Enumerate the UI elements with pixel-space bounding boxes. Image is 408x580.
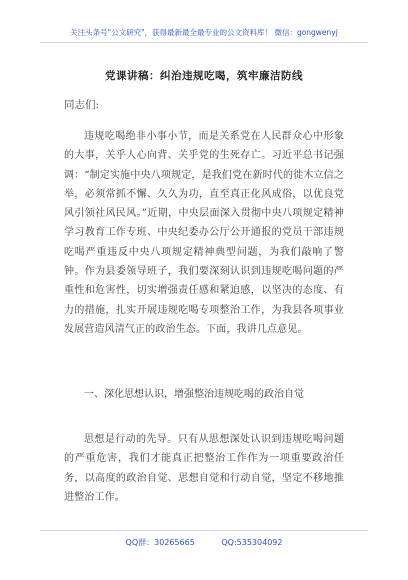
section-heading-1: 一、深化思想认识，增强整治违规吃喝的政治自觉 bbox=[84, 389, 304, 400]
footer-contact bbox=[0, 537, 408, 548]
header-divider bbox=[40, 42, 368, 43]
body-paragraph-2: 思想是行动的先导。只有从思想深处认识到违规吃喝问题的严重危害，我们才能真正把整治工作作为一项重要政治任务，以高度的政治自觉、思想自觉和行动自觉，坚定不移地推进整治工作。 bbox=[64, 434, 344, 503]
footer-qq-group: QQ群：30265665 bbox=[125, 538, 195, 547]
header-promo-note: 关注头条号"公文研究"，获得最新最全最专业的公文资料库！ 微信：gongwenyj bbox=[70, 28, 338, 37]
footer-divider bbox=[40, 530, 368, 531]
footer-qq: QQ:535304092 bbox=[221, 538, 283, 547]
salutation: 同志们: bbox=[64, 99, 100, 111]
body-paragraph-1: 违规吃喝绝非小事小节，而是关系党在人民群众心中形象的大事，关乎人心向背、关乎党的生死存亡。习近平总书记强调：“制定实施中央八项规定，是我们党在新时代的徙木立信之举，必须常抓不懈、久久为功，直至真正化风成俗，以优良党风引领社风民风。”近期，中央层面深入贯彻中央八项规定精神学习教育工作专班、中央纪委办公厅公开通报的党员干部违规吃喝严重违反中央八项规定精神典型问题，为我们敲响了警钟。作为县委领导班子，我们要深刻认识到违规吃喝问题的严重性和危害性，切实增强责任感和紧迫感，以坚决的态度、有力的措施，扎实开展违规吃喝专项整治工作，为我县各项事业发展营造风清气正的政治生态。下面，我讲几点意见。 bbox=[64, 131, 344, 335]
document-title: 党课讲稿：纠治违规吃喝，筑牢廉洁防线 bbox=[105, 70, 303, 82]
